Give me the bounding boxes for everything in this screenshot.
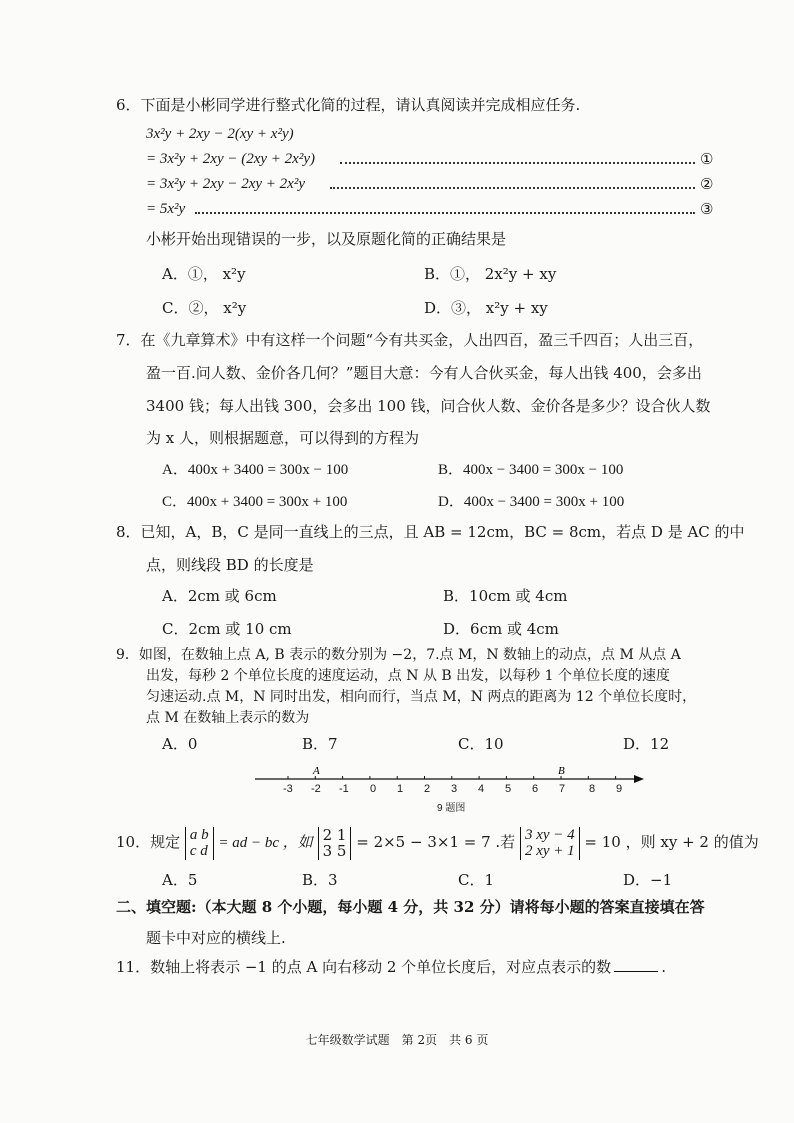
q9-option-d: D．12 <box>623 735 670 753</box>
q9-line-4: 点 M 在数轴上表示的数为 <box>146 710 310 726</box>
tick-label: 2 <box>424 783 431 795</box>
q7-line-2: 盈一百.问人数、金价各几何？”题目大意：今有人合伙买金，每人出钱 400，会多出 <box>146 364 702 382</box>
q9-line-2: 出发，每秒 2 个单位长度的速度运动，点 N 从 B 出发，以每秒 1 个单位长度的速度 <box>146 668 670 684</box>
q11-period: . <box>661 958 666 976</box>
q9-line-1: 9．如图，在数轴上点 A, B 表示的数分别为 −2，7.点 M，N 数轴上的动点，点 M 从点 A <box>116 647 681 663</box>
q6-option-c: C．②， x²y <box>162 299 247 317</box>
q8-option-d: D．6cm 或 4cm <box>443 620 559 638</box>
q9-line-3: 匀速运动.点 M，N 同时出发，相向而行，当点 M，N 两点的距离为 12 个单位长度时， <box>146 689 697 705</box>
q6-step-mark-3: ③ <box>700 200 714 218</box>
q6-step-0: 3x²y + 2xy − 2(xy + x²y) <box>146 126 294 142</box>
tick-label: 9 <box>616 783 623 795</box>
det-row: c d <box>189 843 208 859</box>
q6-dotted-leader-1 <box>340 162 695 164</box>
q6-step-mark-1: ① <box>700 150 714 168</box>
q11-line <box>116 958 666 977</box>
q8-line-1: 8．已知，A，B，C 是同一直线上的三点，且 AB = 12cm，BC = 8cm，若点 D 是 AC 的中 <box>116 523 745 541</box>
q7-line-1: 7．在《九章算术》中有这样一个问题“今有共买金，人出四百，盈三千四百；人出三百， <box>116 331 704 349</box>
q7-option-a: A．400x + 3400 = 300x − 100 <box>162 462 349 478</box>
tick-label: 6 <box>532 783 539 795</box>
q10-question-rhs: = 10 ，则 xy + 2 的值为 <box>584 833 759 851</box>
tick-label: 8 <box>589 783 596 795</box>
tick-label: -3 <box>283 783 293 795</box>
det-row: 3 5 <box>322 842 347 860</box>
q6-step-3: = 5x²y <box>146 201 186 217</box>
number-line-arrow <box>634 775 644 783</box>
q10-example-rhs: = 2×5 − 3×1 = 7 .若 <box>356 833 516 851</box>
q6-step-1: = 3x²y + 2xy − (2xy + 2x²y) <box>146 151 315 167</box>
tick-label: 4 <box>478 783 485 795</box>
point-a-label: A <box>313 765 320 777</box>
q10-definition-determinant <box>185 827 214 860</box>
q9-option-b: B．7 <box>302 735 338 753</box>
q10-option-b: B．3 <box>302 871 338 889</box>
point-b-label: B <box>558 765 565 777</box>
q7-option-b: B．400x − 3400 = 300x − 100 <box>438 462 624 478</box>
q6-step-2: = 3x²y + 2xy − 2xy + 2x²y <box>146 176 305 192</box>
tick-label: -2 <box>311 783 321 795</box>
tick-label: 0 <box>370 783 377 795</box>
q7-option-d: D．400x − 3400 = 300x + 100 <box>438 494 625 510</box>
q7-line-4: 为 x 人，则根据题意，可以得到的方程为 <box>146 429 419 447</box>
q8-option-a: A．2cm 或 6cm <box>162 587 277 605</box>
q10-question-determinant <box>520 827 580 860</box>
figure-caption: 9 题图 <box>437 803 466 814</box>
q10-line <box>116 822 759 863</box>
q8-option-c: C．2cm 或 10 cm <box>162 620 292 638</box>
tick-label: 7 <box>559 783 566 795</box>
q6-dotted-leader-2 <box>330 187 695 189</box>
q11-text: 11．数轴上将表示 −1 的点 A 向右移动 2 个单位长度后，对应点表示的数 <box>116 958 612 976</box>
q9-option-a: A．0 <box>162 735 198 753</box>
det-row: a b <box>189 826 209 843</box>
q10-example-determinant <box>318 827 352 860</box>
q8-option-b: B．10cm 或 4cm <box>443 587 568 605</box>
q6-step-mark-2: ② <box>700 175 714 193</box>
q10-option-d: D．−1 <box>623 871 673 889</box>
tick-label: 3 <box>451 783 458 795</box>
q6-option-b: B．①， 2x²y + xy <box>424 265 557 283</box>
det-row: 3 xy − 4 <box>524 826 575 843</box>
q7-line-3: 3400 钱；每人出钱 300，会多出 100 钱，问合伙人数、金价各是多少？设合伙人数 <box>146 397 711 415</box>
q6-option-d: D．③， x²y + xy <box>424 299 548 317</box>
det-row: 2 1 <box>322 825 347 844</box>
section-2-heading: 二、填空题:（本大题 8 个小题，每小题 4 分，共 32 分）请将每小题的答案直接填在答 <box>116 898 705 916</box>
q10-option-c: C．1 <box>458 871 495 889</box>
q6-stem: 6．下面是小彬同学进行整式化简的过程，请认真阅读并完成相应任务. <box>116 96 581 114</box>
q6-dotted-leader-3 <box>195 212 695 214</box>
section-2-line-2: 题卡中对应的横线上. <box>146 929 286 947</box>
q11-answer-blank <box>614 971 658 972</box>
page-footer: 七年级数学试题 第 2页 共 6 页 <box>305 1033 489 1047</box>
q10-prefix: 10．规定 <box>116 833 181 851</box>
q8-line-2: 点，则线段 BD 的长度是 <box>146 556 314 574</box>
q6-option-a: A．①， x²y <box>162 265 246 283</box>
tick-label: -1 <box>339 783 349 795</box>
q10-definition-rhs: = ad − bc ，如 <box>218 835 313 851</box>
tick-label: 5 <box>505 783 512 795</box>
q6-question: 小彬开始出现错误的一步，以及原题化简的正确结果是 <box>146 230 507 248</box>
q10-option-a: A．5 <box>162 871 198 889</box>
det-row: 2 xy + 1 <box>524 843 575 859</box>
q9-option-c: C．10 <box>458 735 504 753</box>
q7-option-c: C．400x + 3400 = 300x + 100 <box>162 494 348 510</box>
tick-label: 1 <box>397 783 404 795</box>
